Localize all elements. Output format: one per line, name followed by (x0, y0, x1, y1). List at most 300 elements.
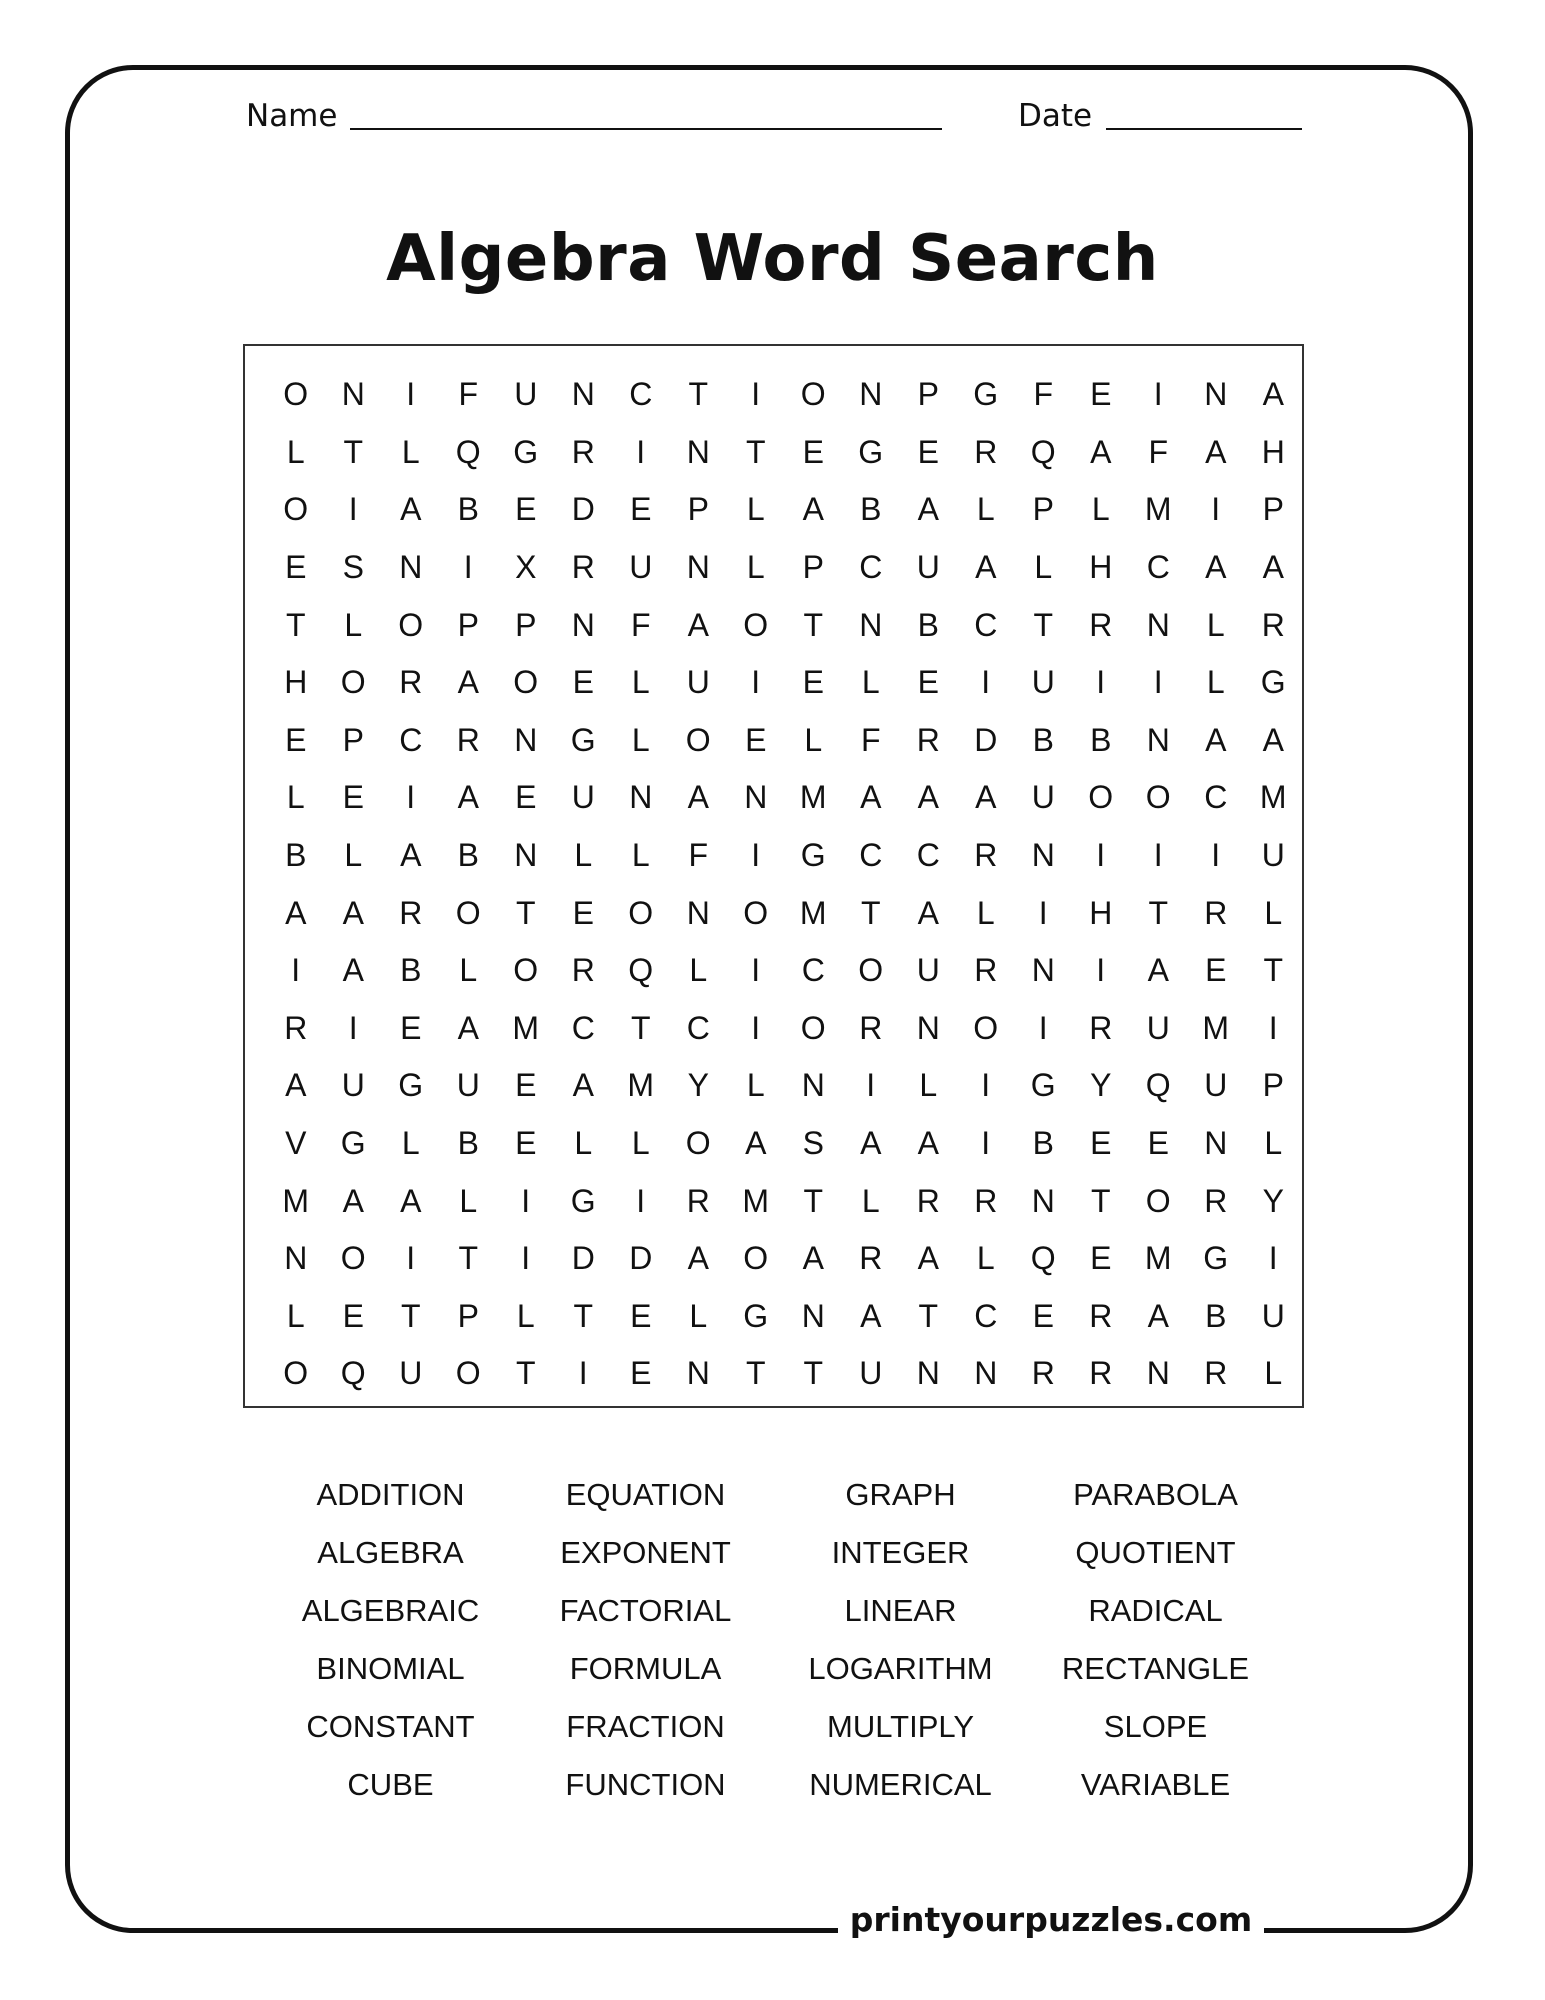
grid-letter[interactable]: T (1263, 952, 1284, 989)
grid-letter[interactable]: C (399, 721, 423, 758)
grid-letter[interactable]: E (515, 1067, 537, 1104)
grid-letter[interactable]: C (629, 376, 653, 413)
grid-letter[interactable]: H (284, 664, 308, 701)
grid-letter[interactable]: L (286, 1297, 305, 1334)
grid-letter[interactable]: E (917, 433, 939, 470)
grid-letter[interactable]: T (285, 606, 306, 643)
grid-letter[interactable]: C (974, 1297, 998, 1334)
grid-letter[interactable]: L (631, 1125, 650, 1162)
grid-letter[interactable]: O (455, 894, 481, 931)
grid-letter[interactable]: C (974, 606, 998, 643)
grid-letter[interactable]: S (342, 549, 364, 586)
grid-letter[interactable]: O (283, 376, 309, 413)
grid-letter[interactable]: L (286, 779, 305, 816)
grid-letter[interactable]: E (572, 894, 594, 931)
grid-letter[interactable]: I (751, 952, 761, 989)
grid-letter[interactable]: N (1031, 952, 1055, 989)
grid-letter[interactable]: N (629, 779, 653, 816)
grid-letter[interactable]: A (917, 491, 939, 528)
grid-letter[interactable]: A (457, 1009, 479, 1046)
grid-letter[interactable]: I (981, 664, 991, 701)
grid-letter[interactable]: U (686, 664, 710, 701)
grid-letter[interactable]: L (976, 894, 995, 931)
grid-letter[interactable]: N (686, 549, 710, 586)
grid-letter[interactable]: U (1031, 779, 1055, 816)
grid-letter[interactable]: M (512, 1009, 540, 1046)
grid-letter[interactable]: R (1204, 1182, 1228, 1219)
grid-letter[interactable]: R (571, 952, 595, 989)
grid-letter[interactable]: L (746, 549, 765, 586)
grid-letter[interactable]: I (348, 491, 358, 528)
grid-letter[interactable]: A (285, 1067, 307, 1104)
grid-letter[interactable]: A (572, 1067, 594, 1104)
grid-letter[interactable]: F (688, 837, 709, 874)
grid-letter[interactable]: G (570, 1182, 596, 1219)
grid-letter[interactable]: I (1268, 1240, 1278, 1277)
grid-letter[interactable]: G (340, 1125, 366, 1162)
grid-letter[interactable]: I (636, 433, 646, 470)
grid-letter[interactable]: E (342, 1297, 364, 1334)
grid-letter[interactable]: A (917, 1125, 939, 1162)
grid-letter[interactable]: I (751, 376, 761, 413)
grid-letter[interactable]: I (1153, 837, 1163, 874)
grid-letter[interactable]: B (457, 491, 479, 528)
grid-letter[interactable]: L (1091, 491, 1110, 528)
grid-letter[interactable]: N (1204, 376, 1228, 413)
grid-letter[interactable]: I (578, 1355, 588, 1392)
grid-letter[interactable]: R (399, 664, 423, 701)
grid-letter[interactable]: L (344, 606, 363, 643)
grid-letter[interactable]: A (1205, 721, 1227, 758)
grid-letter[interactable]: T (458, 1240, 479, 1277)
grid-letter[interactable]: A (860, 1297, 882, 1334)
grid-letter[interactable]: A (400, 491, 422, 528)
grid-letter[interactable]: N (341, 376, 365, 413)
grid-letter[interactable]: N (686, 433, 710, 470)
grid-letter[interactable]: F (458, 376, 479, 413)
grid-letter[interactable]: G (513, 433, 539, 470)
grid-letter[interactable]: N (1031, 1182, 1055, 1219)
grid-letter[interactable]: N (1031, 837, 1055, 874)
grid-letter[interactable]: U (456, 1067, 480, 1104)
grid-letter[interactable]: L (631, 721, 650, 758)
grid-letter[interactable]: U (859, 1355, 883, 1392)
grid-letter[interactable]: G (973, 376, 999, 413)
grid-letter[interactable]: A (1147, 952, 1169, 989)
grid-letter[interactable]: T (630, 1009, 651, 1046)
grid-letter[interactable]: A (1205, 549, 1227, 586)
grid-letter[interactable]: U (1261, 1297, 1285, 1334)
grid-letter[interactable]: C (1204, 779, 1228, 816)
grid-letter[interactable]: T (803, 1182, 824, 1219)
grid-letter[interactable]: E (285, 721, 307, 758)
grid-letter[interactable]: T (515, 1355, 536, 1392)
grid-letter[interactable]: A (1205, 433, 1227, 470)
grid-letter[interactable]: T (803, 1355, 824, 1392)
grid-letter[interactable]: E (285, 549, 307, 586)
grid-letter[interactable]: A (975, 549, 997, 586)
grid-letter[interactable]: B (1032, 1125, 1054, 1162)
grid-letter[interactable]: N (284, 1240, 308, 1277)
grid-letter[interactable]: A (860, 1125, 882, 1162)
grid-letter[interactable]: O (743, 894, 769, 931)
grid-letter[interactable]: I (406, 376, 416, 413)
grid-letter[interactable]: L (861, 664, 880, 701)
grid-letter[interactable]: E (802, 664, 824, 701)
grid-letter[interactable]: E (917, 664, 939, 701)
grid-letter[interactable]: D (571, 1240, 595, 1277)
grid-letter[interactable]: I (1211, 491, 1221, 528)
grid-letter[interactable]: N (399, 549, 423, 586)
grid-letter[interactable]: E (1205, 952, 1227, 989)
grid-letter[interactable]: M (799, 894, 827, 931)
grid-letter[interactable]: N (686, 1355, 710, 1392)
grid-letter[interactable]: F (1033, 376, 1054, 413)
grid-letter[interactable]: L (804, 721, 823, 758)
grid-letter[interactable]: C (686, 1009, 710, 1046)
grid-letter[interactable]: A (1262, 721, 1284, 758)
grid-letter[interactable]: I (1211, 837, 1221, 874)
grid-letter[interactable]: L (976, 1240, 995, 1277)
grid-letter[interactable]: V (285, 1125, 307, 1162)
grid-letter[interactable]: A (917, 779, 939, 816)
grid-letter[interactable]: I (981, 1125, 991, 1162)
grid-letter[interactable]: O (283, 491, 309, 528)
grid-letter[interactable]: Q (628, 952, 654, 989)
grid-letter[interactable]: B (1090, 721, 1112, 758)
grid-letter[interactable]: G (858, 433, 884, 470)
grid-letter[interactable]: R (1089, 1009, 1113, 1046)
grid-letter[interactable]: L (1264, 894, 1283, 931)
grid-letter[interactable]: E (630, 1355, 652, 1392)
grid-letter[interactable]: E (1090, 1240, 1112, 1277)
grid-letter[interactable]: R (974, 433, 998, 470)
grid-letter[interactable]: L (1034, 549, 1053, 586)
grid-letter[interactable]: I (1038, 1009, 1048, 1046)
grid-letter[interactable]: G (398, 1067, 424, 1104)
grid-letter[interactable]: L (1264, 1125, 1283, 1162)
grid-letter[interactable]: U (916, 549, 940, 586)
grid-letter[interactable]: T (573, 1297, 594, 1334)
grid-letter[interactable]: L (1264, 1355, 1283, 1392)
grid-letter[interactable]: B (917, 606, 939, 643)
grid-letter[interactable]: O (1145, 779, 1171, 816)
grid-letter[interactable]: C (801, 952, 825, 989)
grid-letter[interactable]: E (1032, 1297, 1054, 1334)
grid-letter[interactable]: A (342, 894, 364, 931)
grid-letter[interactable]: L (344, 837, 363, 874)
grid-letter[interactable]: I (1096, 837, 1106, 874)
grid-letter[interactable]: U (916, 952, 940, 989)
grid-letter[interactable]: G (800, 837, 826, 874)
grid-letter[interactable]: P (917, 376, 939, 413)
grid-letter[interactable]: O (858, 952, 884, 989)
grid-letter[interactable]: T (400, 1297, 421, 1334)
grid-letter[interactable]: O (685, 1125, 711, 1162)
grid-letter[interactable]: O (340, 664, 366, 701)
grid-letter[interactable]: R (284, 1009, 308, 1046)
grid-letter[interactable]: D (571, 491, 595, 528)
grid-letter[interactable]: O (800, 376, 826, 413)
grid-letter[interactable]: E (515, 491, 537, 528)
grid-letter[interactable]: I (291, 952, 301, 989)
grid-letter[interactable]: L (689, 1297, 708, 1334)
grid-letter[interactable]: A (802, 491, 824, 528)
grid-letter[interactable]: B (860, 491, 882, 528)
grid-letter[interactable]: I (751, 1009, 761, 1046)
grid-letter[interactable]: L (631, 664, 650, 701)
grid-letter[interactable]: O (973, 1009, 999, 1046)
grid-letter[interactable]: H (1089, 549, 1113, 586)
grid-letter[interactable]: L (746, 491, 765, 528)
grid-letter[interactable]: T (1090, 1182, 1111, 1219)
grid-letter[interactable]: L (861, 1182, 880, 1219)
grid-letter[interactable]: T (688, 376, 709, 413)
grid-letter[interactable]: I (866, 1067, 876, 1104)
grid-letter[interactable]: R (571, 433, 595, 470)
grid-letter[interactable]: H (1089, 894, 1113, 931)
grid-letter[interactable]: L (919, 1067, 938, 1104)
grid-letter[interactable]: E (630, 491, 652, 528)
grid-letter[interactable]: T (343, 433, 364, 470)
grid-letter[interactable]: A (975, 779, 997, 816)
grid-letter[interactable]: A (687, 606, 709, 643)
grid-letter[interactable]: B (285, 837, 307, 874)
grid-letter[interactable]: E (515, 779, 537, 816)
grid-letter[interactable]: R (916, 721, 940, 758)
grid-letter[interactable]: H (1261, 433, 1285, 470)
grid-letter[interactable]: M (1202, 1009, 1230, 1046)
grid-letter[interactable]: E (342, 779, 364, 816)
grid-letter[interactable]: I (1096, 664, 1106, 701)
grid-letter[interactable]: Q (340, 1355, 366, 1392)
grid-letter[interactable]: R (1204, 894, 1228, 931)
grid-letter[interactable]: I (521, 1240, 531, 1277)
grid-letter[interactable]: T (860, 894, 881, 931)
grid-letter[interactable]: A (342, 1182, 364, 1219)
grid-letter[interactable]: L (401, 433, 420, 470)
grid-letter[interactable]: N (1146, 606, 1170, 643)
grid-letter[interactable]: R (1031, 1355, 1055, 1392)
grid-letter[interactable]: R (456, 721, 480, 758)
grid-letter[interactable]: M (282, 1182, 310, 1219)
grid-letter[interactable]: R (1204, 1355, 1228, 1392)
grid-letter[interactable]: I (1153, 376, 1163, 413)
grid-letter[interactable]: I (348, 1009, 358, 1046)
grid-letter[interactable]: A (687, 779, 709, 816)
grid-letter[interactable]: R (859, 1240, 883, 1277)
grid-letter[interactable]: L (459, 1182, 478, 1219)
grid-letter[interactable]: N (686, 894, 710, 931)
grid-letter[interactable]: A (802, 1240, 824, 1277)
grid-letter[interactable]: A (1262, 549, 1284, 586)
grid-letter[interactable]: N (744, 779, 768, 816)
grid-letter[interactable]: F (1148, 433, 1169, 470)
grid-letter[interactable]: C (859, 549, 883, 586)
grid-letter[interactable]: T (1033, 606, 1054, 643)
grid-letter[interactable]: U (1261, 837, 1285, 874)
grid-letter[interactable]: P (1032, 491, 1054, 528)
grid-letter[interactable]: B (1205, 1297, 1227, 1334)
name-field-line[interactable] (350, 128, 942, 130)
grid-letter[interactable]: N (859, 376, 883, 413)
grid-letter[interactable]: C (859, 837, 883, 874)
grid-letter[interactable]: T (745, 433, 766, 470)
grid-letter[interactable]: M (627, 1067, 655, 1104)
grid-letter[interactable]: O (628, 894, 654, 931)
grid-letter[interactable]: B (400, 952, 422, 989)
grid-letter[interactable]: N (859, 606, 883, 643)
grid-letter[interactable]: N (514, 837, 538, 874)
grid-letter[interactable]: R (1089, 1297, 1113, 1334)
grid-letter[interactable]: L (976, 491, 995, 528)
grid-letter[interactable]: E (802, 433, 824, 470)
grid-letter[interactable]: T (918, 1297, 939, 1334)
grid-letter[interactable]: U (341, 1067, 365, 1104)
grid-letter[interactable]: O (513, 664, 539, 701)
grid-letter[interactable]: N (916, 1355, 940, 1392)
grid-letter[interactable]: I (636, 1182, 646, 1219)
grid-letter[interactable]: C (1146, 549, 1170, 586)
grid-letter[interactable]: P (457, 1297, 479, 1334)
grid-letter[interactable]: A (745, 1125, 767, 1162)
grid-letter[interactable]: E (745, 721, 767, 758)
grid-letter[interactable]: M (799, 779, 827, 816)
grid-letter[interactable]: L (746, 1067, 765, 1104)
grid-letter[interactable]: U (1146, 1009, 1170, 1046)
grid-letter[interactable]: G (570, 721, 596, 758)
grid-letter[interactable]: R (859, 1009, 883, 1046)
grid-letter[interactable]: B (1032, 721, 1054, 758)
grid-letter[interactable]: N (571, 376, 595, 413)
grid-letter[interactable]: L (574, 1125, 593, 1162)
grid-letter[interactable]: L (401, 1125, 420, 1162)
grid-letter[interactable]: L (574, 837, 593, 874)
grid-letter[interactable]: U (514, 376, 538, 413)
grid-letter[interactable]: L (286, 433, 305, 470)
grid-letter[interactable]: G (1203, 1240, 1229, 1277)
grid-letter[interactable]: Q (1145, 1067, 1171, 1104)
grid-letter[interactable]: E (1090, 1125, 1112, 1162)
grid-letter[interactable]: M (1144, 491, 1172, 528)
grid-letter[interactable]: A (1262, 376, 1284, 413)
grid-letter[interactable]: R (571, 549, 595, 586)
grid-letter[interactable]: A (687, 1240, 709, 1277)
grid-letter[interactable]: P (687, 491, 709, 528)
grid-letter[interactable]: I (521, 1182, 531, 1219)
grid-letter[interactable]: P (1262, 1067, 1284, 1104)
grid-letter[interactable]: N (1146, 721, 1170, 758)
grid-letter[interactable]: G (1260, 664, 1286, 701)
grid-letter[interactable]: I (406, 779, 416, 816)
grid-letter[interactable]: B (457, 1125, 479, 1162)
grid-letter[interactable]: P (515, 606, 537, 643)
grid-letter[interactable]: P (457, 606, 479, 643)
grid-letter[interactable]: N (916, 1009, 940, 1046)
grid-letter[interactable]: N (974, 1355, 998, 1392)
grid-letter[interactable]: R (916, 1182, 940, 1219)
grid-letter[interactable]: Q (1030, 433, 1056, 470)
grid-letter[interactable]: O (743, 606, 769, 643)
grid-letter[interactable]: N (801, 1067, 825, 1104)
grid-letter[interactable]: T (745, 1355, 766, 1392)
grid-letter[interactable]: L (459, 952, 478, 989)
grid-letter[interactable]: N (1146, 1355, 1170, 1392)
grid-letter[interactable]: U (571, 779, 595, 816)
grid-letter[interactable]: E (630, 1297, 652, 1334)
grid-letter[interactable]: T (803, 606, 824, 643)
grid-letter[interactable]: O (513, 952, 539, 989)
grid-letter[interactable]: A (457, 779, 479, 816)
grid-letter[interactable]: S (802, 1125, 824, 1162)
grid-letter[interactable]: U (399, 1355, 423, 1392)
grid-letter[interactable]: G (1030, 1067, 1056, 1104)
grid-letter[interactable]: O (743, 1240, 769, 1277)
grid-letter[interactable]: I (1038, 894, 1048, 931)
grid-letter[interactable]: N (514, 721, 538, 758)
grid-letter[interactable]: L (631, 837, 650, 874)
grid-letter[interactable]: A (285, 894, 307, 931)
grid-letter[interactable]: O (398, 606, 424, 643)
grid-letter[interactable]: E (1147, 1125, 1169, 1162)
grid-letter[interactable]: O (340, 1240, 366, 1277)
grid-letter[interactable]: B (457, 837, 479, 874)
grid-letter[interactable]: Y (687, 1067, 709, 1104)
grid-letter[interactable]: U (1204, 1067, 1228, 1104)
grid-letter[interactable]: M (742, 1182, 770, 1219)
grid-letter[interactable]: R (974, 952, 998, 989)
grid-letter[interactable]: U (629, 549, 653, 586)
grid-letter[interactable]: A (457, 664, 479, 701)
grid-letter[interactable]: R (974, 837, 998, 874)
grid-letter[interactable]: Y (1262, 1182, 1284, 1219)
grid-letter[interactable]: M (1259, 779, 1287, 816)
grid-letter[interactable]: R (686, 1182, 710, 1219)
grid-letter[interactable]: F (860, 721, 881, 758)
grid-letter[interactable]: I (1096, 952, 1106, 989)
grid-letter[interactable]: I (406, 1240, 416, 1277)
grid-letter[interactable]: U (1031, 664, 1055, 701)
grid-letter[interactable]: O (800, 1009, 826, 1046)
grid-letter[interactable]: A (400, 837, 422, 874)
grid-letter[interactable]: R (974, 1182, 998, 1219)
grid-letter[interactable]: D (974, 721, 998, 758)
grid-letter[interactable]: O (685, 721, 711, 758)
grid-letter[interactable]: C (571, 1009, 595, 1046)
grid-letter[interactable]: P (802, 549, 824, 586)
grid-letter[interactable]: T (515, 894, 536, 931)
grid-letter[interactable]: M (1144, 1240, 1172, 1277)
grid-letter[interactable]: R (1089, 606, 1113, 643)
grid-letter[interactable]: R (1089, 1355, 1113, 1392)
grid-letter[interactable]: R (1261, 606, 1285, 643)
grid-letter[interactable]: A (917, 1240, 939, 1277)
grid-letter[interactable]: O (1145, 1182, 1171, 1219)
grid-letter[interactable]: O (1088, 779, 1114, 816)
grid-letter[interactable]: D (629, 1240, 653, 1277)
grid-letter[interactable]: R (399, 894, 423, 931)
grid-letter[interactable]: Y (1090, 1067, 1112, 1104)
grid-letter[interactable]: O (455, 1355, 481, 1392)
grid-letter[interactable]: N (801, 1297, 825, 1334)
grid-letter[interactable]: I (751, 664, 761, 701)
grid-letter[interactable]: A (917, 894, 939, 931)
grid-letter[interactable]: L (516, 1297, 535, 1334)
grid-letter[interactable]: L (1206, 606, 1225, 643)
grid-letter[interactable]: L (1206, 664, 1225, 701)
grid-letter[interactable]: I (981, 1067, 991, 1104)
grid-letter[interactable]: I (751, 837, 761, 874)
